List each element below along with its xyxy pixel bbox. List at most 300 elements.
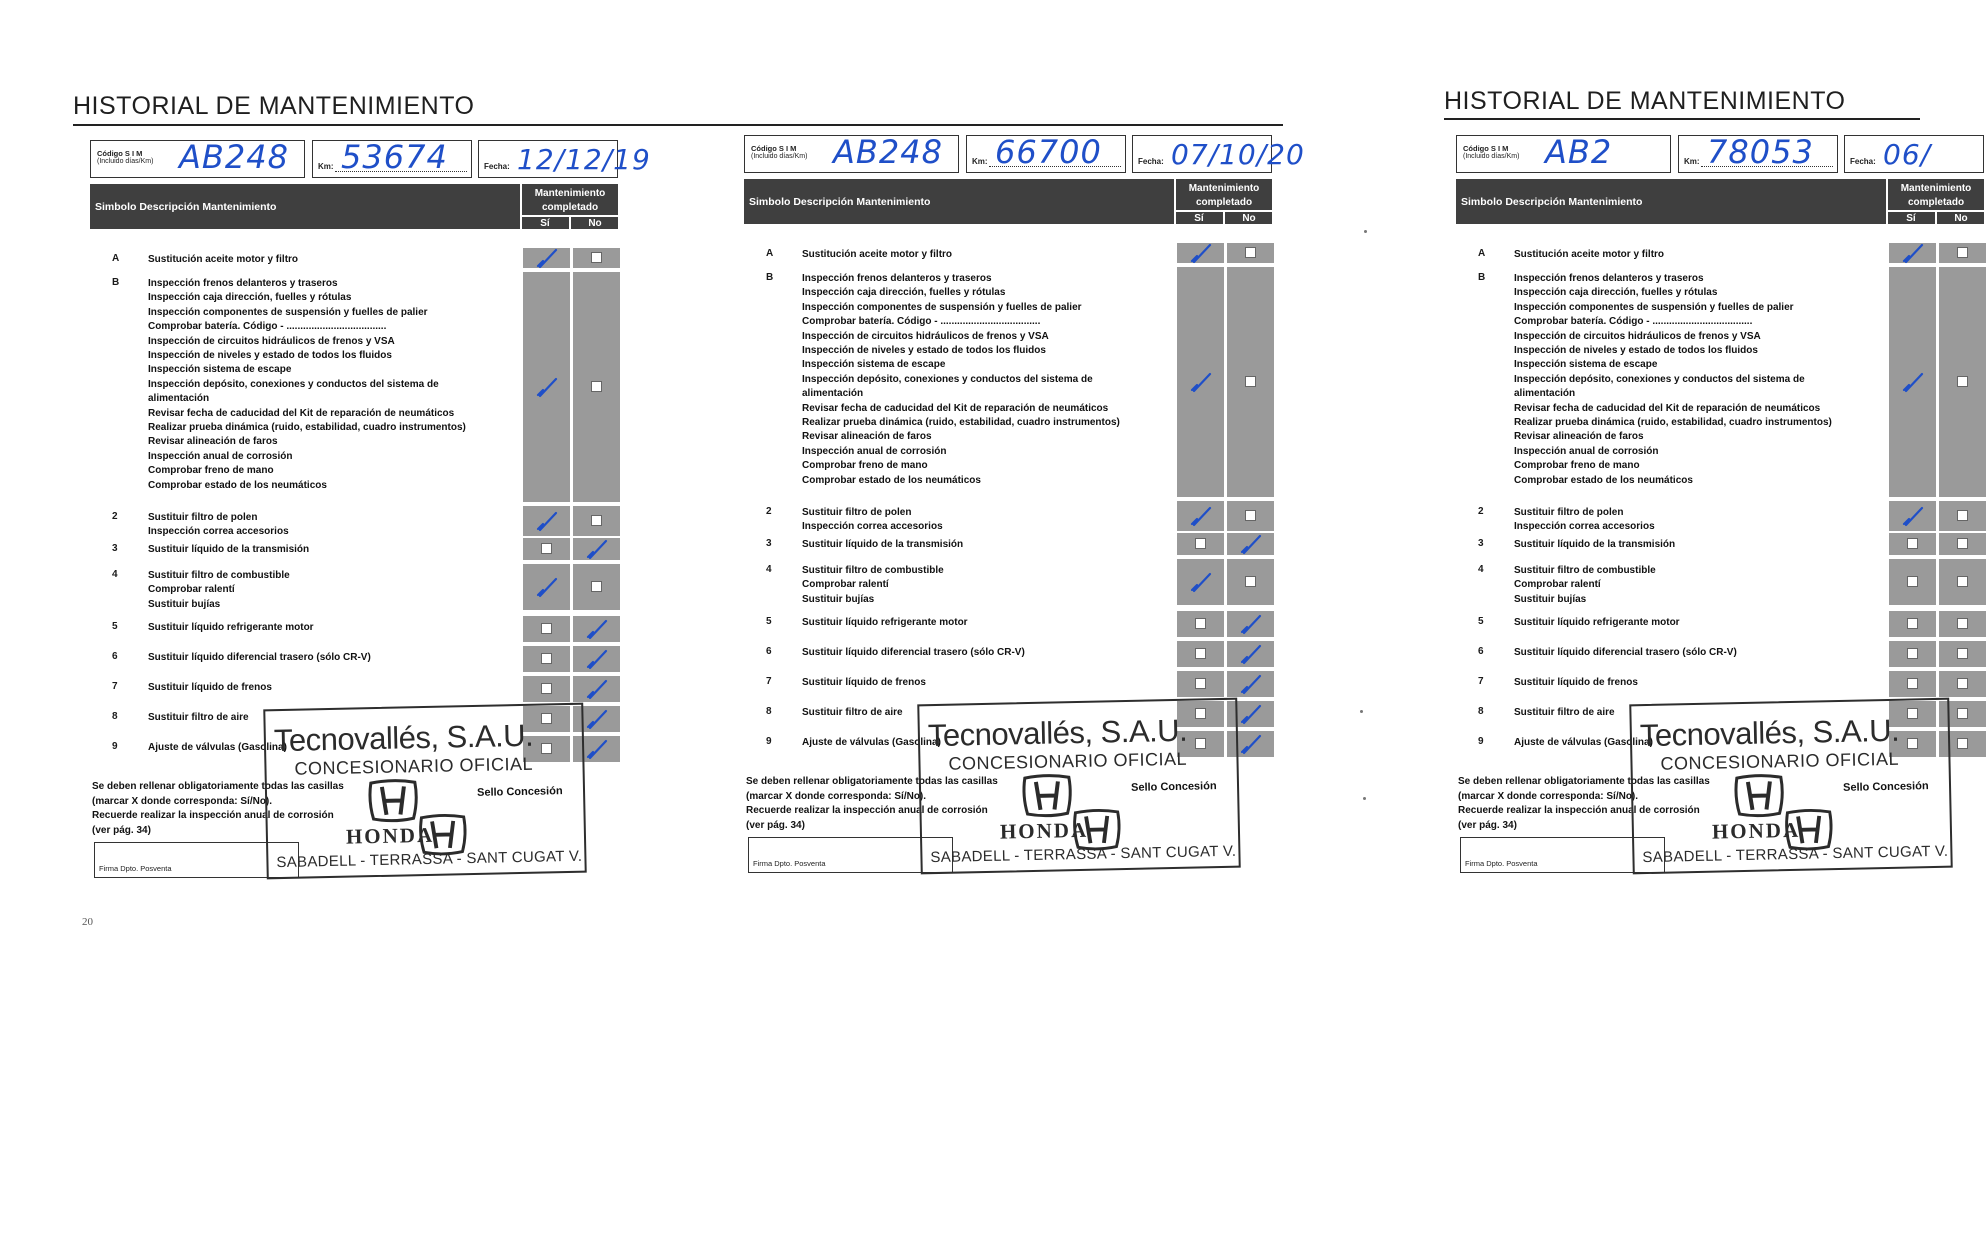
row-description — [148, 651, 513, 665]
checkbox[interactable] — [591, 581, 602, 592]
checkbox-cell-si[interactable] — [523, 248, 570, 268]
checkbox-cell-si[interactable] — [1889, 243, 1936, 263]
table-row — [744, 641, 1272, 667]
column-title-completed — [522, 187, 618, 215]
footer-line: Se deben rellenar obligatoriamente todas las casillas — [746, 776, 998, 787]
checkbox[interactable] — [591, 515, 602, 526]
checkbox[interactable] — [1907, 618, 1918, 629]
fecha-label: Fecha: — [484, 162, 510, 171]
checkbox[interactable] — [591, 381, 602, 392]
row-description-line: Inspección correa accesorios — [148, 526, 289, 538]
checkbox[interactable] — [1195, 678, 1206, 689]
dealer-stamp — [263, 703, 586, 880]
column-title-completed — [1888, 182, 1984, 210]
checkbox[interactable] — [1957, 618, 1968, 629]
table-row — [1456, 267, 1984, 497]
stamp-address: SABADELL - TERRASSA - SANT CUGAT V. — [1642, 842, 1949, 867]
codigo-sim-box — [744, 135, 959, 173]
row-description-line: Sustituir filtro de polen — [802, 507, 912, 518]
row-description-line: Sustitución aceite motor y filtro — [802, 249, 953, 260]
row-description-line: Inspección anual de corrosión — [802, 445, 947, 457]
codigo-sim-value: AB2 — [1545, 133, 1613, 171]
checkmark-icon — [1239, 613, 1263, 635]
checkmark-icon — [535, 247, 559, 269]
dealer-stamp — [1629, 698, 1952, 875]
checkbox-cell-no[interactable] — [1939, 611, 1986, 637]
codigo-sim-sublabel: (Incluido días/Km) — [1463, 153, 1520, 160]
stamp-brand: HONDA — [999, 817, 1089, 844]
table-row — [744, 671, 1272, 697]
row-description-line: Sustituir filtro de polen — [1514, 507, 1624, 518]
row-description-line: Sustituir filtro de polen — [148, 512, 258, 523]
row-description-line: Inspección frenos delanteros y traseros — [148, 278, 338, 289]
table-row — [90, 646, 618, 672]
row-description-line: Comprobar ralentí — [148, 584, 235, 596]
codigo-sim-value: AB248 — [833, 133, 943, 171]
row-description-line: Revisar alineación de faros — [1514, 431, 1644, 443]
checkmark-icon — [1189, 505, 1213, 527]
row-description-line: Sustituir líquido de la transmisión — [802, 539, 964, 550]
row-description-line: Inspección depósito, conexiones y conductos del sistema de — [148, 378, 439, 390]
header-divider — [1223, 212, 1225, 224]
checkbox-cell-si[interactable] — [523, 272, 570, 502]
column-title-description: Simbolo Descripción Mantenimiento — [1461, 196, 1643, 208]
checkbox[interactable] — [1957, 678, 1968, 689]
row-description-line: Comprobar estado de los neumáticos — [148, 479, 327, 491]
row-description-line: Inspección caja dirección, fuelles y rótulas — [148, 292, 352, 304]
row-symbol: 3 — [1478, 538, 1484, 549]
checkbox[interactable] — [591, 252, 602, 263]
row-symbol: 9 — [1478, 736, 1484, 747]
row-description — [1514, 646, 1879, 660]
table-row — [1456, 611, 1984, 637]
row-description-line: Sustitución aceite motor y filtro — [148, 254, 299, 265]
table-row — [90, 676, 618, 702]
codigo-sim-label: Código S I M — [97, 149, 143, 158]
checkmark-icon — [1901, 242, 1925, 264]
title-rule-right — [1444, 118, 1920, 120]
checkbox[interactable] — [1957, 648, 1968, 659]
footer-line: (ver pág. 34) — [92, 824, 151, 836]
row-description-line: Inspección componentes de suspensión y fuelles de palier — [802, 301, 1082, 313]
row-symbol: 2 — [112, 511, 118, 522]
checkbox[interactable] — [1195, 538, 1206, 549]
checkbox-cell-no[interactable] — [573, 646, 620, 672]
header-divider — [1935, 212, 1937, 224]
checkmark-icon — [535, 510, 559, 532]
footer-line: Recuerde realizar la inspección anual de corrosión — [1458, 805, 1700, 816]
row-symbol: 4 — [766, 564, 772, 575]
km-label: Km: — [972, 157, 988, 166]
checkbox[interactable] — [1245, 576, 1256, 587]
row-description-line: Comprobar batería. Código - .................................... — [148, 321, 387, 333]
row-description-line: Revisar fecha de caducidad del Kit de reparación de neumáticos — [1514, 402, 1821, 414]
row-description-line: Realizar prueba dinámica (ruido, estabilidad, cuadro instrumentos) — [148, 422, 466, 434]
checkbox-cell-no[interactable] — [573, 564, 620, 610]
table-row — [90, 248, 618, 268]
signature-label: Firma Dpto. Posventa — [99, 864, 172, 873]
checkbox-cell-si[interactable] — [1889, 611, 1936, 637]
checkmark-icon — [1901, 371, 1925, 393]
row-symbol: B — [1478, 272, 1486, 283]
checkbox[interactable] — [541, 623, 552, 634]
checkbox[interactable] — [1957, 376, 1968, 387]
row-description — [148, 681, 513, 695]
row-symbol: B — [766, 272, 774, 283]
row-description — [1514, 272, 1879, 488]
codigo-sim-label: Código S I M — [1463, 144, 1509, 153]
row-description-line: Sustituir líquido de frenos — [802, 677, 926, 688]
checkbox-cell-no[interactable] — [573, 248, 620, 268]
row-description-line: Inspección de niveles y estado de todos los fluidos — [802, 345, 1046, 357]
column-title-no: No — [588, 218, 602, 229]
checkbox-cell-no[interactable] — [573, 272, 620, 502]
signature-label: Firma Dpto. Posventa — [753, 859, 826, 868]
checkbox-cell-no[interactable] — [1939, 559, 1986, 605]
page-title-left: HISTORIAL DE MANTENIMIENTO — [73, 92, 475, 120]
row-description-line: Inspección sistema de escape — [802, 359, 946, 371]
checkbox-cell-no[interactable] — [573, 538, 620, 560]
table-row — [744, 267, 1272, 497]
row-symbol: 2 — [1478, 506, 1484, 517]
checkbox-cell-no[interactable] — [573, 506, 620, 536]
row-description — [802, 538, 1167, 552]
maintenance-form-3-clip — [1456, 133, 1972, 925]
stamp-sello-label: Sello Concesión — [1130, 780, 1217, 794]
row-description-line: Inspección depósito, conexiones y conductos del sistema de — [1514, 373, 1805, 385]
checkbox-cell-si[interactable] — [1177, 611, 1224, 637]
table-row — [90, 506, 618, 536]
fecha-value: 12/12/19 — [517, 143, 651, 176]
checkmark-icon — [585, 738, 609, 760]
checkmark-icon — [585, 708, 609, 730]
row-description-line: Sustituir filtro de aire — [148, 712, 249, 723]
checkbox-cell-si[interactable] — [523, 538, 570, 560]
dealer-stamp — [917, 698, 1240, 875]
codigo-sim-box — [90, 140, 305, 178]
km-value: 53674 — [341, 138, 448, 176]
checkbox[interactable] — [1195, 648, 1206, 659]
checkbox-cell-si[interactable] — [523, 676, 570, 702]
footer-line: (marcar X donde corresponda: Sí/No). — [1458, 790, 1639, 802]
row-description-line: Inspección de circuitos hidráulicos de frenos y VSA — [148, 335, 395, 347]
row-description-line: Realizar prueba dinámica (ruido, estabilidad, cuadro instrumentos) — [802, 417, 1120, 429]
checkbox-cell-no[interactable] — [1227, 671, 1274, 697]
row-description — [148, 253, 513, 267]
row-description — [148, 543, 513, 557]
checkbox-cell-no[interactable] — [1227, 501, 1274, 531]
km-box — [966, 135, 1126, 173]
row-description — [802, 506, 1167, 535]
checkbox[interactable] — [1957, 510, 1968, 521]
checkmark-icon — [1189, 242, 1213, 264]
checkbox-cell-si[interactable] — [1177, 641, 1224, 667]
checkbox-cell-si[interactable] — [1889, 559, 1936, 605]
row-description-line: Inspección caja dirección, fuelles y rótulas — [1514, 287, 1718, 299]
table-row — [1456, 641, 1984, 667]
row-symbol: 2 — [766, 506, 772, 517]
checkbox-cell-no[interactable] — [1227, 243, 1274, 263]
footer-line: (ver pág. 34) — [746, 819, 805, 831]
checkbox-cell-si[interactable] — [1889, 641, 1936, 667]
checkbox-cell-si[interactable] — [523, 646, 570, 672]
checkbox[interactable] — [1907, 538, 1918, 549]
row-symbol: 6 — [766, 646, 772, 657]
checkbox-cell-si[interactable] — [1177, 243, 1224, 263]
checkmark-icon — [1239, 643, 1263, 665]
row-description-line: Comprobar ralentí — [1514, 579, 1601, 591]
row-description — [148, 277, 513, 493]
checkbox-cell-no[interactable] — [573, 616, 620, 642]
checkbox[interactable] — [1245, 376, 1256, 387]
checkbox-cell-si[interactable] — [523, 616, 570, 642]
row-symbol: 5 — [766, 616, 772, 627]
checkbox-cell-no[interactable] — [1939, 533, 1986, 555]
row-description-line: Inspección de circuitos hidráulicos de frenos y VSA — [802, 330, 1049, 342]
row-description-line: Revisar fecha de caducidad del Kit de reparación de neumáticos — [802, 402, 1109, 414]
km-value: 66700 — [995, 133, 1102, 171]
completed-line-2: completado — [1195, 197, 1253, 208]
checkmark-icon — [585, 648, 609, 670]
row-symbol: 9 — [112, 741, 118, 752]
stamp-brand: HONDA — [1711, 817, 1801, 844]
checkbox[interactable] — [1245, 510, 1256, 521]
table-row — [744, 501, 1272, 531]
column-title-si: Sí — [1194, 213, 1204, 224]
row-description-line: alimentación — [802, 388, 864, 400]
checkbox-cell-si[interactable] — [1177, 671, 1224, 697]
stamp-dealer-name: Tecnovallés, S.A.U. — [1639, 712, 1900, 754]
row-description-line: Sustituir filtro de combustible — [802, 565, 944, 576]
row-description — [148, 511, 513, 540]
checkbox-cell-si[interactable] — [1889, 267, 1936, 497]
header-divider — [569, 217, 571, 229]
column-title-no: No — [1954, 213, 1968, 224]
stamp-sello-label: Sello Concesión — [476, 785, 563, 799]
row-description-line: Sustituir filtro de aire — [1514, 707, 1615, 718]
checkbox-cell-si[interactable] — [523, 506, 570, 536]
row-description-line: Sustituir líquido refrigerante motor — [1514, 617, 1680, 628]
stamp-address: SABADELL - TERRASSA - SANT CUGAT V. — [930, 842, 1237, 867]
stamp-subtitle: CONCESIONARIO OFICIAL — [948, 748, 1188, 774]
checkbox-cell-si[interactable] — [1889, 501, 1936, 531]
footer-line: (ver pág. 34) — [1458, 819, 1517, 831]
row-description-line: alimentación — [148, 393, 210, 405]
checkbox-cell-no[interactable] — [1227, 267, 1274, 497]
column-title-si: Sí — [1906, 213, 1916, 224]
maintenance-form-2 — [744, 133, 1305, 895]
checkmark-icon — [1239, 733, 1263, 755]
checkmark-icon — [535, 376, 559, 398]
completed-line-1: Mantenimiento — [1188, 183, 1260, 194]
checkbox-cell-no[interactable] — [1939, 671, 1986, 697]
row-description — [802, 272, 1167, 488]
table-row — [1456, 243, 1984, 263]
checkbox[interactable] — [1957, 247, 1968, 258]
row-symbol: A — [766, 248, 774, 259]
codigo-sim-label: Código S I M — [751, 144, 797, 153]
fecha-box — [1844, 135, 1984, 173]
table-row — [90, 616, 618, 642]
row-description-line: Inspección de niveles y estado de todos los fluidos — [1514, 345, 1758, 357]
row-description — [1514, 506, 1879, 535]
checkbox[interactable] — [1195, 618, 1206, 629]
checkmark-icon — [1239, 533, 1263, 555]
maintenance-form-1 — [90, 138, 651, 900]
codigo-sim-value: AB248 — [179, 138, 289, 176]
column-title-description: Simbolo Descripción Mantenimiento — [95, 201, 277, 213]
checkbox-cell-no[interactable] — [1227, 559, 1274, 605]
checkbox[interactable] — [1907, 648, 1918, 659]
km-box — [312, 140, 472, 178]
row-description-line: Comprobar estado de los neumáticos — [802, 474, 981, 486]
row-description-line: Comprobar batería. Código - .................................... — [802, 316, 1041, 328]
row-symbol: B — [112, 277, 120, 288]
checkbox-cell-si[interactable] — [1889, 671, 1936, 697]
checkmark-icon — [535, 576, 559, 598]
stamp-address: SABADELL - TERRASSA - SANT CUGAT V. — [276, 847, 583, 872]
checkbox-cell-si[interactable] — [1177, 501, 1224, 531]
row-description-line: Sustituir líquido de frenos — [1514, 677, 1638, 688]
checkbox-cell-si[interactable] — [1177, 267, 1224, 497]
row-description-line: Ajuste de válvulas (Gasolina) — [148, 742, 287, 753]
row-description-line: Inspección depósito, conexiones y conductos del sistema de — [802, 373, 1093, 385]
column-title-no: No — [1242, 213, 1256, 224]
footer-line: (marcar X donde corresponda: Sí/No). — [746, 790, 927, 802]
completed-line-2: completado — [541, 202, 599, 213]
checkbox-cell-no[interactable] — [1939, 267, 1986, 497]
row-symbol: 6 — [112, 651, 118, 662]
footer-line: Se deben rellenar obligatoriamente todas las casillas — [1458, 776, 1710, 787]
checkbox[interactable] — [1245, 247, 1256, 258]
km-box — [1678, 135, 1838, 173]
page-title-right: HISTORIAL DE MANTENIMIENTO — [1444, 87, 1846, 115]
row-symbol: 5 — [112, 621, 118, 632]
column-title-completed — [1176, 182, 1272, 210]
row-description-line: Inspección correa accesorios — [1514, 521, 1655, 533]
row-description — [802, 676, 1167, 690]
checkbox[interactable] — [541, 683, 552, 694]
checkbox[interactable] — [1907, 576, 1918, 587]
checkbox-cell-no[interactable] — [1939, 641, 1986, 667]
row-description-line: Comprobar ralentí — [802, 579, 889, 591]
table-row — [744, 243, 1272, 263]
row-description — [1514, 676, 1879, 690]
checkbox-cell-no[interactable] — [1227, 533, 1274, 555]
row-description-line: Inspección sistema de escape — [1514, 359, 1658, 371]
checkbox-cell-no[interactable] — [1939, 501, 1986, 531]
row-description-line: Comprobar freno de mano — [802, 460, 928, 472]
codigo-sim-sublabel: (Incluido días/Km) — [97, 158, 154, 165]
checkbox[interactable] — [1957, 708, 1968, 719]
checkbox-cell-si[interactable] — [1177, 559, 1224, 605]
row-description — [1514, 538, 1879, 552]
checkbox[interactable] — [1907, 678, 1918, 689]
completed-line-1: Mantenimiento — [1900, 183, 1972, 194]
stamp-sello-label: Sello Concesión — [1842, 780, 1929, 794]
table-row — [1456, 559, 1984, 605]
row-description-line: Sustituir líquido diferencial trasero (sólo CR-V) — [148, 652, 371, 663]
checkbox[interactable] — [541, 543, 552, 554]
row-description-line: Comprobar estado de los neumáticos — [1514, 474, 1693, 486]
page-number: 20 — [82, 916, 93, 928]
footer-line: Se deben rellenar obligatoriamente todas las casillas — [92, 781, 344, 792]
row-symbol: A — [112, 253, 120, 264]
table-row — [1456, 501, 1984, 531]
row-description-line: Comprobar freno de mano — [1514, 460, 1640, 472]
honda-h-logo-icon — [1733, 773, 1786, 818]
row-description-line: Sustituir líquido de frenos — [148, 682, 272, 693]
scan-speck — [1364, 230, 1367, 233]
row-description — [1514, 248, 1879, 262]
stamp-dealer-name: Tecnovallés, S.A.U. — [927, 712, 1188, 754]
table-row — [744, 533, 1272, 555]
honda-h-logo-icon — [1021, 773, 1074, 818]
scan-speck — [1360, 710, 1363, 713]
checkbox-cell-si[interactable] — [523, 564, 570, 610]
row-description-line: Sustituir líquido de la transmisión — [1514, 539, 1676, 550]
table-row — [744, 611, 1272, 637]
checkbox-cell-no[interactable] — [1939, 243, 1986, 263]
row-description-line: Inspección sistema de escape — [148, 364, 292, 376]
checkbox[interactable] — [541, 653, 552, 664]
signature-label: Firma Dpto. Posventa — [1465, 859, 1538, 868]
row-description-line: Inspección de circuitos hidráulicos de frenos y VSA — [1514, 330, 1761, 342]
row-description-line: Sustituir filtro de aire — [802, 707, 903, 718]
row-description — [802, 616, 1167, 630]
checkbox-cell-si[interactable] — [1177, 533, 1224, 555]
row-symbol: 7 — [766, 676, 772, 687]
table-row — [1456, 671, 1984, 697]
table-row — [90, 538, 618, 560]
stamp-brand: HONDA — [345, 822, 435, 849]
table-row — [90, 272, 618, 502]
row-description-line: Inspección correa accesorios — [802, 521, 943, 533]
checkmark-icon — [1189, 371, 1213, 393]
row-symbol: 4 — [112, 569, 118, 580]
row-description — [802, 646, 1167, 660]
checkbox-cell-si[interactable] — [1889, 533, 1936, 555]
row-description-line: Revisar alineación de faros — [802, 431, 932, 443]
row-description-line: Sustituir líquido refrigerante motor — [802, 617, 968, 628]
table-row — [1456, 533, 1984, 555]
row-symbol: 8 — [766, 706, 772, 717]
checkmark-icon — [1239, 673, 1263, 695]
row-description-line: Sustituir filtro de combustible — [148, 570, 290, 581]
checkbox-cell-no[interactable] — [1227, 611, 1274, 637]
row-description-line: Sustitución aceite motor y filtro — [1514, 249, 1665, 260]
checkbox-cell-no[interactable] — [573, 676, 620, 702]
row-description-line: Inspección componentes de suspensión y fuelles de palier — [148, 306, 428, 318]
checkbox[interactable] — [1957, 538, 1968, 549]
checkbox-cell-no[interactable] — [1227, 641, 1274, 667]
row-description — [1514, 616, 1879, 630]
checkbox[interactable] — [1957, 738, 1968, 749]
column-title-si: Sí — [540, 218, 550, 229]
stamp-dealer-name: Tecnovallés, S.A.U. — [273, 717, 534, 759]
row-description-line: Sustituir líquido refrigerante motor — [148, 622, 314, 633]
row-description-line: Sustituir líquido de la transmisión — [148, 544, 310, 555]
row-description-line: alimentación — [1514, 388, 1576, 400]
row-symbol: 4 — [1478, 564, 1484, 575]
row-symbol: 9 — [766, 736, 772, 747]
row-description-line: Inspección frenos delanteros y traseros — [1514, 273, 1704, 284]
scan-speck — [1363, 797, 1366, 800]
row-description — [148, 569, 513, 612]
completed-line-2: completado — [1907, 197, 1965, 208]
row-symbol: 6 — [1478, 646, 1484, 657]
checkbox[interactable] — [1957, 576, 1968, 587]
